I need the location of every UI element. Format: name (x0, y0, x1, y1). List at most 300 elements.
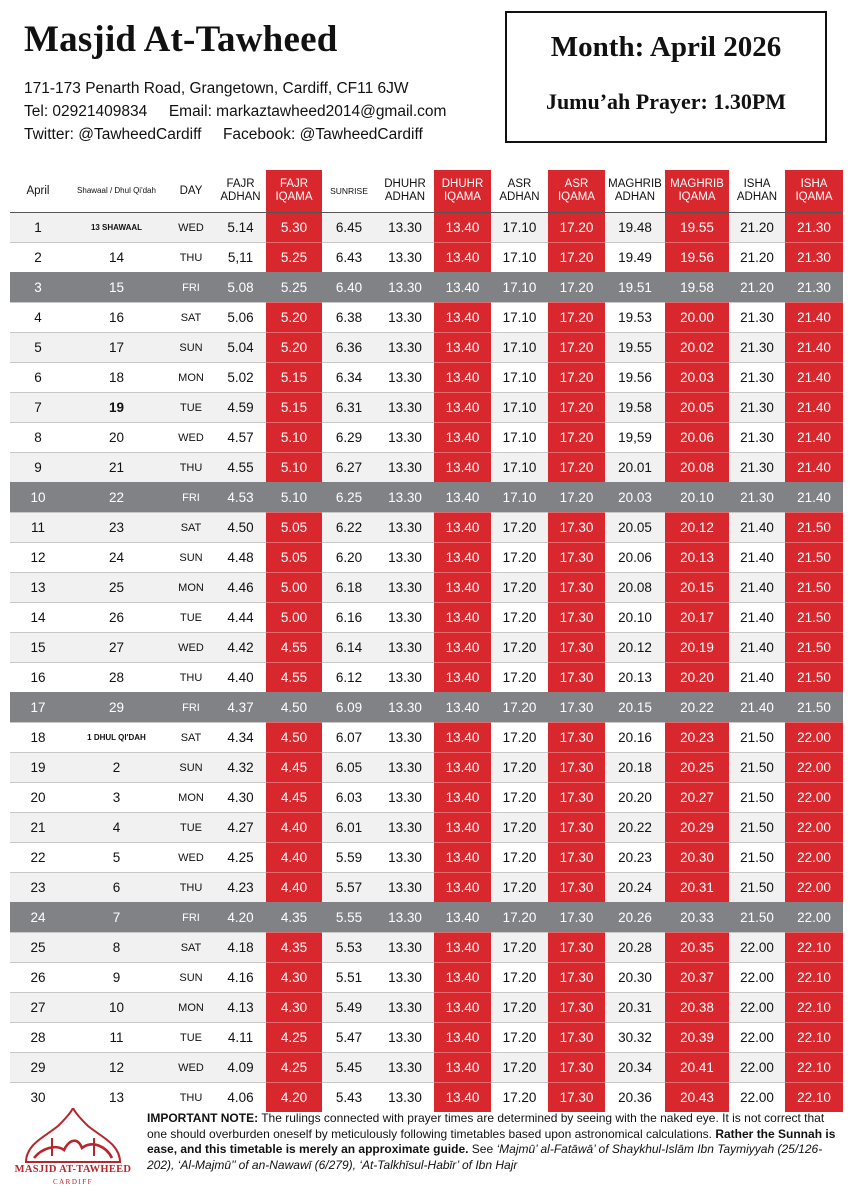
cell-hijri: 18 (66, 363, 167, 393)
cell-isha-iqama: 22.00 (785, 783, 843, 813)
cell-sunrise: 6.05 (322, 753, 376, 783)
cell-dhuhr-adhan: 13.30 (376, 903, 434, 933)
cell-hijri: 12 (66, 1053, 167, 1083)
cell-dhuhr-iqama: 13.40 (434, 993, 491, 1023)
cell-maghrib-adhan: 20.06 (605, 543, 665, 573)
table-row (10, 783, 843, 813)
cell-asr-iqama: 17.20 (548, 333, 605, 363)
cell-fajr-adhan: 4.44 (215, 603, 266, 633)
cell-maghrib-iqama: 20.03 (665, 363, 729, 393)
cell-day: MON (167, 993, 215, 1023)
cell-dhuhr-iqama: 13.40 (434, 693, 491, 723)
cell-isha-adhan: 21.50 (729, 723, 785, 753)
cell-asr-iqama: 17.30 (548, 1023, 605, 1053)
cell-isha-adhan: 21.30 (729, 303, 785, 333)
cell-dhuhr-adhan: 13.30 (376, 723, 434, 753)
cell-april: 27 (10, 993, 66, 1023)
cell-isha-iqama: 21.40 (785, 453, 843, 483)
cell-isha-adhan: 21.30 (729, 453, 785, 483)
cell-isha-iqama: 21.50 (785, 603, 843, 633)
cell-asr-adhan: 17.20 (491, 873, 548, 903)
cell-april: 7 (10, 393, 66, 423)
cell-fajr-iqama: 4.55 (266, 633, 322, 663)
cell-dhuhr-iqama: 13.40 (434, 303, 491, 333)
cell-hijri: 21 (66, 453, 167, 483)
table-row (10, 603, 843, 633)
cell-hijri: 24 (66, 543, 167, 573)
column-header-day: DAY (179, 184, 203, 197)
cell-maghrib-iqama: 20.39 (665, 1023, 729, 1053)
cell-april: 17 (10, 693, 66, 723)
cell-asr-adhan: 17.10 (491, 303, 548, 333)
cell-april: 28 (10, 1023, 66, 1053)
cell-day: TUE (167, 813, 215, 843)
cell-asr-adhan: 17.20 (491, 843, 548, 873)
table-row (10, 693, 843, 723)
cell-asr-iqama: 17.20 (548, 273, 605, 303)
cell-sunrise: 6.22 (322, 513, 376, 543)
cell-asr-iqama: 17.20 (548, 363, 605, 393)
cell-fajr-adhan: 4.55 (215, 453, 266, 483)
cell-dhuhr-adhan: 13.30 (376, 633, 434, 663)
cell-isha-adhan: 22.00 (729, 1053, 785, 1083)
table-row (10, 483, 843, 513)
cell-asr-adhan: 17.10 (491, 423, 548, 453)
cell-hijri: 3 (66, 783, 167, 813)
cell-april: 15 (10, 633, 66, 663)
cell-asr-adhan: 17.20 (491, 723, 548, 753)
table-row (10, 813, 843, 843)
table-row (10, 333, 843, 363)
cell-asr-iqama: 17.30 (548, 543, 605, 573)
cell-dhuhr-iqama: 13.40 (434, 423, 491, 453)
contact-line (24, 103, 446, 121)
cell-asr-iqama: 17.30 (548, 813, 605, 843)
cell-dhuhr-adhan: 13.30 (376, 393, 434, 423)
cell-fajr-iqama: 5.05 (266, 543, 322, 573)
table-row (10, 273, 843, 303)
cell-dhuhr-adhan: 13.30 (376, 273, 434, 303)
cell-april: 24 (10, 903, 66, 933)
cell-isha-iqama: 21.50 (785, 633, 843, 663)
cell-asr-iqama: 17.30 (548, 843, 605, 873)
cell-dhuhr-iqama: 13.40 (434, 393, 491, 423)
cell-isha-adhan: 21.40 (729, 693, 785, 723)
cell-fajr-iqama: 4.50 (266, 693, 322, 723)
cell-isha-iqama: 22.10 (785, 963, 843, 993)
cell-dhuhr-iqama: 13.40 (434, 273, 491, 303)
cell-maghrib-iqama: 20.20 (665, 663, 729, 693)
cell-sunrise: 6.25 (322, 483, 376, 513)
prayer-timetable (10, 170, 843, 1112)
cell-hijri: 23 (66, 513, 167, 543)
cell-asr-iqama: 17.30 (548, 933, 605, 963)
cell-fajr-adhan: 4.13 (215, 993, 266, 1023)
cell-maghrib-adhan: 20.08 (605, 573, 665, 603)
cell-fajr-iqama: 4.25 (266, 1053, 322, 1083)
cell-maghrib-iqama: 20.17 (665, 603, 729, 633)
cell-fajr-adhan: 4.16 (215, 963, 266, 993)
table-row (10, 1023, 843, 1053)
cell-maghrib-adhan: 20.12 (605, 633, 665, 663)
cell-dhuhr-adhan: 13.30 (376, 333, 434, 363)
cell-maghrib-adhan: 20.15 (605, 693, 665, 723)
cell-asr-iqama: 17.30 (548, 693, 605, 723)
cell-asr-iqama: 17.20 (548, 243, 605, 273)
cell-maghrib-adhan: 20.20 (605, 783, 665, 813)
cell-dhuhr-adhan: 13.30 (376, 1053, 434, 1083)
cell-maghrib-iqama: 20.29 (665, 813, 729, 843)
cell-fajr-iqama: 5.15 (266, 363, 322, 393)
cell-day: SUN (167, 753, 215, 783)
cell-sunrise: 5.43 (322, 1083, 376, 1113)
cell-sunrise: 6.20 (322, 543, 376, 573)
cell-asr-adhan: 17.20 (491, 693, 548, 723)
cell-asr-iqama: 17.20 (548, 303, 605, 333)
cell-maghrib-iqama: 19.55 (665, 213, 729, 243)
cell-sunrise: 6.31 (322, 393, 376, 423)
cell-fajr-adhan: 5.02 (215, 363, 266, 393)
cell-maghrib-adhan: 20.24 (605, 873, 665, 903)
cell-dhuhr-adhan: 13.30 (376, 243, 434, 273)
cell-dhuhr-iqama: 13.40 (434, 843, 491, 873)
cell-asr-adhan: 17.20 (491, 513, 548, 543)
cell-asr-adhan: 17.20 (491, 1083, 548, 1113)
cell-dhuhr-iqama: 13.40 (434, 483, 491, 513)
column-header-fajr-iqama: FAJR IQAMA (266, 170, 322, 213)
cell-hijri: 22 (66, 483, 167, 513)
cell-maghrib-adhan: 20.23 (605, 843, 665, 873)
cell-isha-adhan: 21.50 (729, 873, 785, 903)
cell-isha-iqama: 22.10 (785, 933, 843, 963)
cell-hijri: 9 (66, 963, 167, 993)
cell-dhuhr-adhan: 13.30 (376, 303, 434, 333)
cell-hijri: 27 (66, 633, 167, 663)
cell-asr-iqama: 17.30 (548, 1053, 605, 1083)
cell-fajr-iqama: 5.10 (266, 453, 322, 483)
cell-april: 16 (10, 663, 66, 693)
cell-isha-adhan: 21.40 (729, 543, 785, 573)
cell-hijri: 7 (66, 903, 167, 933)
jumuah-time: Jumu’ah Prayer: 1.30PM (545, 89, 787, 114)
cell-sunrise: 6.34 (322, 363, 376, 393)
cell-maghrib-iqama: 20.35 (665, 933, 729, 963)
cell-asr-adhan: 17.20 (491, 1023, 548, 1053)
cell-isha-iqama: 21.50 (785, 663, 843, 693)
cell-maghrib-adhan: 19.48 (605, 213, 665, 243)
cell-isha-iqama: 21.50 (785, 513, 843, 543)
cell-day: THU (167, 453, 215, 483)
cell-day: SUN (167, 963, 215, 993)
cell-dhuhr-adhan: 13.30 (376, 543, 434, 573)
cell-maghrib-iqama: 20.30 (665, 843, 729, 873)
cell-fajr-iqama: 4.45 (266, 783, 322, 813)
cell-dhuhr-iqama: 13.40 (434, 1083, 491, 1113)
cell-fajr-adhan: 4.06 (215, 1083, 266, 1113)
address: 171-173 Penarth Road, Grangetown, Cardiff, CF11 6JW (24, 80, 409, 97)
cell-asr-iqama: 17.30 (548, 873, 605, 903)
cell-fajr-adhan: 5.14 (215, 213, 266, 243)
cell-day: WED (167, 423, 215, 453)
cell-hijri: 2 (66, 753, 167, 783)
note-heading: IMPORTANT NOTE: (147, 1111, 259, 1125)
cell-april: 19 (10, 753, 66, 783)
cell-hijri: 28 (66, 663, 167, 693)
cell-april: 2 (10, 243, 66, 273)
cell-isha-iqama: 21.30 (785, 273, 843, 303)
cell-dhuhr-adhan: 13.30 (376, 693, 434, 723)
cell-isha-iqama: 22.10 (785, 1023, 843, 1053)
cell-day: THU (167, 1083, 215, 1113)
cell-april: 4 (10, 303, 66, 333)
cell-sunrise: 5.47 (322, 1023, 376, 1053)
cell-maghrib-iqama: 19.56 (665, 243, 729, 273)
table-row (10, 513, 843, 543)
cell-maghrib-iqama: 20.05 (665, 393, 729, 423)
cell-fajr-iqama: 4.40 (266, 813, 322, 843)
cell-fajr-iqama: 5.25 (266, 273, 322, 303)
logo-text: MASJID AT-TAWHEED (14, 1164, 132, 1175)
cell-fajr-adhan: 4.32 (215, 753, 266, 783)
cell-dhuhr-adhan: 13.30 (376, 993, 434, 1023)
cell-isha-iqama: 21.40 (785, 333, 843, 363)
cell-april: 3 (10, 273, 66, 303)
cell-maghrib-adhan: 20.30 (605, 963, 665, 993)
cell-isha-iqama: 22.10 (785, 1083, 843, 1113)
cell-maghrib-adhan: 19.56 (605, 363, 665, 393)
cell-dhuhr-iqama: 13.40 (434, 453, 491, 483)
cell-april: 9 (10, 453, 66, 483)
facebook: Facebook: @TawheedCardiff (222, 126, 423, 143)
table-row (10, 393, 843, 423)
cell-hijri: 10 (66, 993, 167, 1023)
cell-dhuhr-iqama: 13.40 (434, 873, 491, 903)
cell-isha-iqama: 22.00 (785, 843, 843, 873)
cell-fajr-iqama: 4.40 (266, 873, 322, 903)
cell-dhuhr-iqama: 13.40 (434, 543, 491, 573)
cell-isha-adhan: 21.30 (729, 333, 785, 363)
cell-fajr-adhan: 4.59 (215, 393, 266, 423)
table-row (10, 723, 843, 753)
cell-sunrise: 6.09 (322, 693, 376, 723)
cell-day: THU (167, 243, 215, 273)
cell-fajr-adhan: 5.06 (215, 303, 266, 333)
cell-day: SAT (167, 303, 215, 333)
cell-maghrib-adhan: 20.16 (605, 723, 665, 753)
cell-dhuhr-iqama: 13.40 (434, 933, 491, 963)
cell-maghrib-iqama: 20.19 (665, 633, 729, 663)
cell-maghrib-iqama: 19.58 (665, 273, 729, 303)
cell-day: FRI (167, 273, 215, 303)
cell-fajr-adhan: 5.08 (215, 273, 266, 303)
mosque-logo-icon (12, 1108, 134, 1166)
cell-day: SUN (167, 333, 215, 363)
cell-dhuhr-adhan: 13.30 (376, 663, 434, 693)
cell-dhuhr-iqama: 13.40 (434, 363, 491, 393)
cell-isha-iqama: 21.30 (785, 213, 843, 243)
cell-isha-adhan: 22.00 (729, 1023, 785, 1053)
cell-maghrib-adhan: 19.55 (605, 333, 665, 363)
cell-april: 12 (10, 543, 66, 573)
cell-asr-adhan: 17.20 (491, 543, 548, 573)
cell-april: 20 (10, 783, 66, 813)
cell-fajr-adhan: 4.30 (215, 783, 266, 813)
cell-maghrib-iqama: 20.10 (665, 483, 729, 513)
cell-asr-iqama: 17.30 (548, 723, 605, 753)
cell-maghrib-adhan: 20.18 (605, 753, 665, 783)
cell-fajr-adhan: 4.46 (215, 573, 266, 603)
cell-fajr-adhan: 4.53 (215, 483, 266, 513)
table-row (10, 993, 843, 1023)
cell-isha-adhan: 21.40 (729, 633, 785, 663)
cell-isha-adhan: 21.20 (729, 273, 785, 303)
cell-maghrib-adhan: 20.28 (605, 933, 665, 963)
cell-april: 23 (10, 873, 66, 903)
cell-fajr-iqama: 4.30 (266, 963, 322, 993)
cell-maghrib-adhan: 20.13 (605, 663, 665, 693)
cell-maghrib-adhan: 20.36 (605, 1083, 665, 1113)
cell-maghrib-iqama: 20.15 (665, 573, 729, 603)
cell-asr-adhan: 17.10 (491, 273, 548, 303)
cell-dhuhr-iqama: 13.40 (434, 513, 491, 543)
cell-dhuhr-iqama: 13.40 (434, 573, 491, 603)
cell-fajr-iqama: 4.50 (266, 723, 322, 753)
cell-dhuhr-adhan: 13.30 (376, 933, 434, 963)
cell-maghrib-iqama: 20.02 (665, 333, 729, 363)
cell-isha-adhan: 21.30 (729, 393, 785, 423)
cell-april: 11 (10, 513, 66, 543)
cell-asr-iqama: 17.20 (548, 453, 605, 483)
cell-fajr-adhan: 4.42 (215, 633, 266, 663)
cell-fajr-adhan: 4.11 (215, 1023, 266, 1053)
note-text: The rulings connected with prayer times are determined by seeing with the naked eye. It is not correct that one should overburden oneself by meticulously following timetables based upon astronomical calculations. (147, 1111, 825, 1141)
cell-april: 13 (10, 573, 66, 603)
cell-isha-iqama: 21.30 (785, 243, 843, 273)
cell-day: SAT (167, 513, 215, 543)
cell-april: 1 (10, 213, 66, 243)
cell-isha-adhan: 21.40 (729, 663, 785, 693)
cell-april: 18 (10, 723, 66, 753)
cell-fajr-iqama: 4.20 (266, 1083, 322, 1113)
cell-dhuhr-adhan: 13.30 (376, 843, 434, 873)
cell-maghrib-adhan: 30.32 (605, 1023, 665, 1053)
cell-isha-adhan: 21.20 (729, 243, 785, 273)
cell-dhuhr-iqama: 13.40 (434, 723, 491, 753)
cell-fajr-iqama: 4.25 (266, 1023, 322, 1053)
cell-isha-iqama: 21.50 (785, 693, 843, 723)
cell-hijri: 13 (66, 1083, 167, 1113)
column-header-sunrise: SUNRISE (330, 185, 368, 196)
cell-asr-adhan: 17.20 (491, 783, 548, 813)
cell-fajr-iqama: 4.45 (266, 753, 322, 783)
cell-fajr-adhan: 4.20 (215, 903, 266, 933)
cell-day: TUE (167, 393, 215, 423)
cell-hijri: 4 (66, 813, 167, 843)
cell-asr-adhan: 17.10 (491, 483, 548, 513)
cell-hijri: 19 (66, 393, 167, 423)
cell-isha-iqama: 22.00 (785, 873, 843, 903)
cell-isha-adhan: 21.50 (729, 753, 785, 783)
cell-hijri: 13 SHAWAAL (66, 213, 167, 243)
cell-asr-adhan: 17.10 (491, 393, 548, 423)
column-header-fajr-adhan: FAJR ADHAN (220, 178, 261, 203)
cell-maghrib-iqama: 20.08 (665, 453, 729, 483)
logo-subtext: CARDIFF (52, 1178, 94, 1186)
cell-hijri: 8 (66, 933, 167, 963)
cell-asr-adhan: 17.10 (491, 363, 548, 393)
cell-sunrise: 6.45 (322, 213, 376, 243)
cell-fajr-adhan: 4.09 (215, 1053, 266, 1083)
table-row (10, 363, 843, 393)
cell-fajr-iqama: 5.10 (266, 483, 322, 513)
cell-sunrise: 6.16 (322, 603, 376, 633)
telephone: Tel: 02921409834 (24, 103, 148, 120)
cell-asr-adhan: 17.20 (491, 963, 548, 993)
cell-isha-adhan: 22.00 (729, 1083, 785, 1113)
cell-maghrib-adhan: 20.03 (605, 483, 665, 513)
cell-april: 6 (10, 363, 66, 393)
cell-maghrib-iqama: 20.38 (665, 993, 729, 1023)
cell-isha-iqama: 21.40 (785, 423, 843, 453)
cell-april: 8 (10, 423, 66, 453)
cell-sunrise: 5.45 (322, 1053, 376, 1083)
cell-asr-adhan: 17.20 (491, 813, 548, 843)
table-row (10, 843, 843, 873)
cell-dhuhr-iqama: 13.40 (434, 333, 491, 363)
cell-fajr-iqama: 5.20 (266, 303, 322, 333)
cell-hijri: 11 (66, 1023, 167, 1053)
cell-maghrib-adhan: 20.05 (605, 513, 665, 543)
cell-dhuhr-adhan: 13.30 (376, 213, 434, 243)
cell-maghrib-iqama: 20.33 (665, 903, 729, 933)
cell-asr-adhan: 17.20 (491, 1053, 548, 1083)
cell-hijri: 20 (66, 423, 167, 453)
cell-asr-adhan: 17.20 (491, 933, 548, 963)
cell-isha-iqama: 22.00 (785, 753, 843, 783)
cell-maghrib-iqama: 20.22 (665, 693, 729, 723)
cell-asr-iqama: 17.20 (548, 393, 605, 423)
cell-fajr-iqama: 5.15 (266, 393, 322, 423)
cell-fajr-adhan: 4.48 (215, 543, 266, 573)
cell-isha-adhan: 22.00 (729, 933, 785, 963)
cell-dhuhr-iqama: 13.40 (434, 213, 491, 243)
column-header-dhuhr-adhan: DHUHR ADHAN (384, 178, 426, 203)
cell-day: SAT (167, 933, 215, 963)
cell-april: 26 (10, 963, 66, 993)
cell-isha-iqama: 22.00 (785, 903, 843, 933)
column-header-isha-iqama: ISHA IQAMA (785, 170, 843, 213)
cell-day: THU (167, 663, 215, 693)
cell-april: 14 (10, 603, 66, 633)
cell-dhuhr-iqama: 13.40 (434, 963, 491, 993)
cell-sunrise: 6.12 (322, 663, 376, 693)
cell-isha-adhan: 21.40 (729, 513, 785, 543)
cell-hijri: 26 (66, 603, 167, 633)
cell-isha-adhan: 22.00 (729, 963, 785, 993)
cell-isha-adhan: 21.50 (729, 843, 785, 873)
table-row (10, 303, 843, 333)
table-row (10, 663, 843, 693)
masjid-logo (12, 1108, 134, 1192)
cell-isha-iqama: 21.50 (785, 573, 843, 603)
cell-dhuhr-adhan: 13.30 (376, 453, 434, 483)
cell-fajr-adhan: 4.27 (215, 813, 266, 843)
cell-sunrise: 6.43 (322, 243, 376, 273)
cell-fajr-iqama: 5.30 (266, 213, 322, 243)
cell-april: 10 (10, 483, 66, 513)
cell-fajr-adhan: 5.04 (215, 333, 266, 363)
cell-dhuhr-adhan: 13.30 (376, 1023, 434, 1053)
